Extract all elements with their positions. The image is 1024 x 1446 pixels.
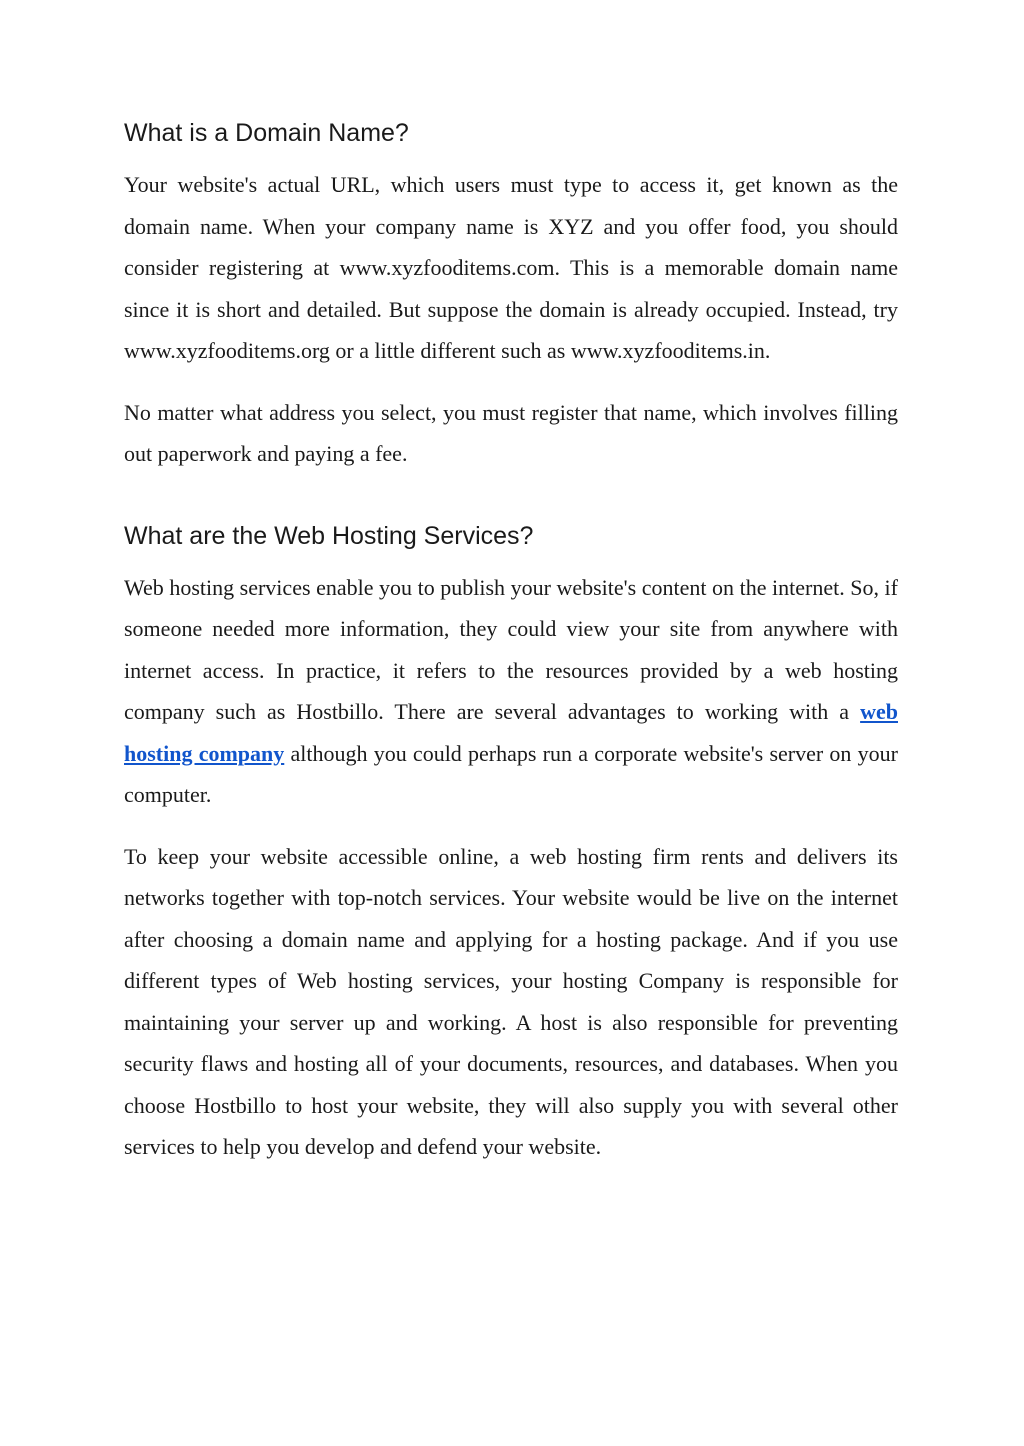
paragraph-text-before-link: Web hosting services enable you to publish your website's content on the internet. So, if someone needed more information, they could view your site from anywhere with internet access. In practice, it refers to the resources provided by a web hosting company such as Hostbillo. There are several advantages to working with a [124, 574, 898, 724]
document-page [124, 118, 898, 1188]
web-hosting-company-link[interactable]: web hosting company [124, 699, 898, 766]
paragraph-domain-registration: No matter what address you select, you must register that name, which involves filling out paperwork and paying a fee. [124, 399, 898, 466]
paragraph-web-hosting-intro [124, 567, 898, 816]
paragraph-text-after-link: although you could perhaps run a corporate website's server on your computer. [124, 740, 898, 807]
paragraph-web-hosting-details: To keep your website accessible online, a web hosting firm rents and delivers its networks together with top-notch services. Your website would be live on the internet after choosing a domain name and applying for a hosting package. And if you use different types of Web hosting services, your hosting Company is responsible for maintaining your server up and working. A host is also responsible for preventing security flaws and hosting all of your documents, resources, and databases. When you choose Hostbillo to host your website, they will also supply you with several other services to help you develop and defend your website. [124, 843, 898, 1159]
heading-domain-name: What is a Domain Name? [124, 119, 409, 147]
heading-web-hosting: What are the Web Hosting Services? [124, 521, 534, 550]
paragraph-domain-definition: Your website's actual URL, which users must type to access it, get known as the domain name. When your company name is XYZ and you offer food, you should consider registering at www.xyzfooditems.com. This is a memorable domain name since it is short and detailed. But suppose the domain is already occupied. Instead, try www.xyzfooditems.org or a little different such as www.xyzfooditems.in. [124, 172, 898, 363]
